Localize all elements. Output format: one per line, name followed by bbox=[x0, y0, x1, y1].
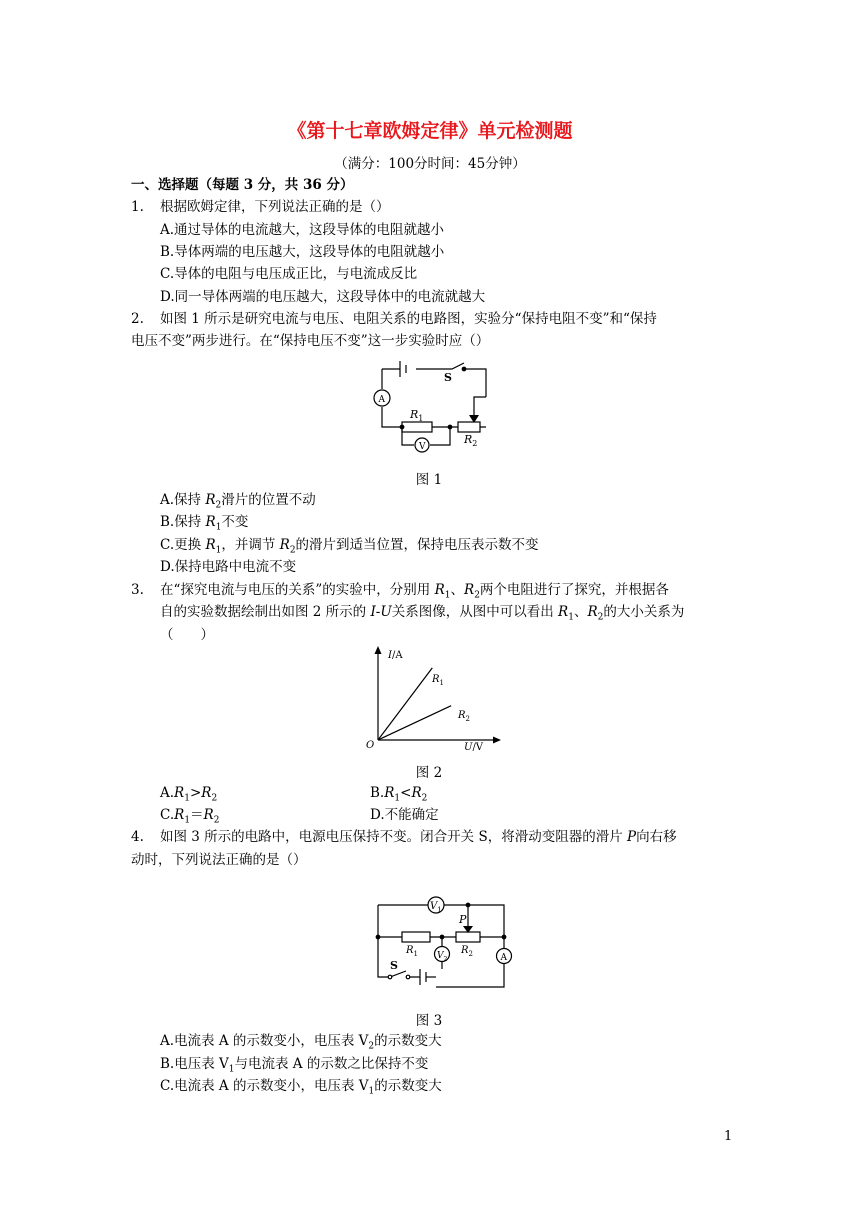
q1-option-b: B.导体两端的电压越大，这段导体的电阻就越小 bbox=[160, 244, 445, 260]
q2-number: 2. bbox=[131, 311, 144, 327]
fig2-r1-label: $R_1$ bbox=[432, 674, 444, 687]
q3-option-a: $A.R_1>R_2$ bbox=[160, 785, 218, 804]
fig3-v2-label: $V_2$ bbox=[437, 951, 448, 963]
fig3-r1-label: $R_1$ bbox=[406, 945, 418, 958]
q2-stem-line1: 如图 1 所示是研究电流与电压、电阻关系的电路图，实验分“保持电阻不变”和“保持 bbox=[160, 311, 657, 327]
q1-option-d: D.同一导体两端的电压越大，这段导体中的电流就越大 bbox=[160, 289, 486, 305]
figure-2-iu-graph bbox=[362, 644, 504, 754]
fig2-y-axis-label: I/A bbox=[388, 650, 403, 661]
q4-number: 4. bbox=[131, 829, 144, 845]
page-subtitle: （满分：100分时间：45分钟） bbox=[334, 156, 526, 172]
q4-option-c: C.电流表 A 的示数变小，电压表 $V_1$的示数变大 bbox=[160, 1078, 442, 1097]
fig1-switch-label: S bbox=[444, 371, 452, 384]
fig2-x-axis-label: U/V bbox=[464, 742, 484, 753]
q4-stem-line2: 动时，下列说法正确的是（） bbox=[131, 852, 307, 868]
fig3-ammeter-label: A bbox=[500, 953, 507, 963]
fig3-v1-label: $V_1$ bbox=[430, 901, 442, 914]
q4-option-b: B.电压表 $V_1$与电流表 A 的示数之比保持不变 bbox=[160, 1056, 429, 1075]
q3-stem-line1: 在“探究电流与电压的关系”的实验中，分别用 $R_1$、$R_2$两个电阻进行了探究，并根据各 bbox=[160, 582, 669, 601]
q3-option-c: $C.R_1=R_2$ bbox=[160, 807, 220, 826]
figure-2-caption: 图 2 bbox=[415, 765, 443, 781]
fig3-switch-label: S bbox=[390, 959, 398, 972]
figure-3-caption: 图 3 bbox=[415, 1013, 443, 1029]
q1-stem: 根据欧姆定律，下列说法正确的是（） bbox=[160, 199, 390, 215]
q4-option-a: A.电流表 A 的示数变小，电压表 $V_2$的示数变大 bbox=[160, 1033, 442, 1052]
page-number: 1 bbox=[724, 1129, 733, 1144]
fig3-slider-label: P bbox=[459, 913, 467, 926]
q1-number: 1. bbox=[131, 199, 144, 215]
q3-stem-line2: 自的实验数据绘制出如图 2 所示的 I-U关系图像，从图中可以看出 $R_1$、$R_2$的大小关系为 bbox=[160, 604, 685, 623]
fig2-line-r1 bbox=[378, 668, 432, 740]
fig1-voltmeter-label: V bbox=[419, 442, 426, 452]
q3-option-b: $B.R_1<R_2$ bbox=[370, 785, 428, 804]
fig1-ammeter-label: A bbox=[378, 395, 385, 405]
q2-option-a: A.保持 $R_2$滑片的位置不动 bbox=[160, 492, 316, 511]
fig2-x-arrow bbox=[493, 737, 501, 744]
q4-stem-line1: 如图 3 所示的电路中，电源电压保持不变。闭合开关 S，将滑动变阻器的滑片 P向右移 bbox=[160, 829, 677, 845]
q2-option-c: C.更换 $R_1$，并调节 $R_2$的滑片到适当位置，保持电压表示数不变 bbox=[160, 537, 539, 556]
q3-stem-line3: （ ） bbox=[160, 627, 214, 643]
fig2-y-arrow bbox=[375, 646, 382, 654]
q2-stem-line2: 电压不变”两步进行。在“保持电压不变”这一步实验时应（） bbox=[131, 333, 490, 349]
q2-option-d: D.保持电路中电流不变 bbox=[160, 559, 297, 575]
fig1-r1-label: $R_1$ bbox=[410, 408, 424, 423]
fig3-r2-label: $R_2$ bbox=[461, 945, 473, 958]
q1-option-c: C.导体的电阻与电压成正比，与电流成反比 bbox=[160, 266, 418, 282]
q3-option-d: D.不能确定 bbox=[370, 807, 439, 823]
q2-option-b: B.保持 $R_1$不变 bbox=[160, 514, 249, 533]
figure-1-circuit bbox=[340, 357, 500, 457]
page-title: 《第十七章欧姆定律》单元检测题 bbox=[287, 120, 573, 142]
fig2-origin-label: O bbox=[366, 740, 375, 751]
q1-option-a: A.通过导体的电流越大，这段导体的电阻就越小 bbox=[160, 222, 445, 238]
fig2-r2-label: $R_2$ bbox=[458, 710, 470, 723]
fig2-line-r2 bbox=[378, 706, 451, 740]
section-heading: 一、选择题（每题 3 分，共 36 分） bbox=[131, 177, 354, 193]
fig1-r2-label: $R_2$ bbox=[464, 433, 478, 448]
figure-1-caption: 图 1 bbox=[415, 472, 443, 488]
q3-number: 3. bbox=[131, 582, 144, 598]
figure-3-circuit bbox=[368, 893, 518, 997]
